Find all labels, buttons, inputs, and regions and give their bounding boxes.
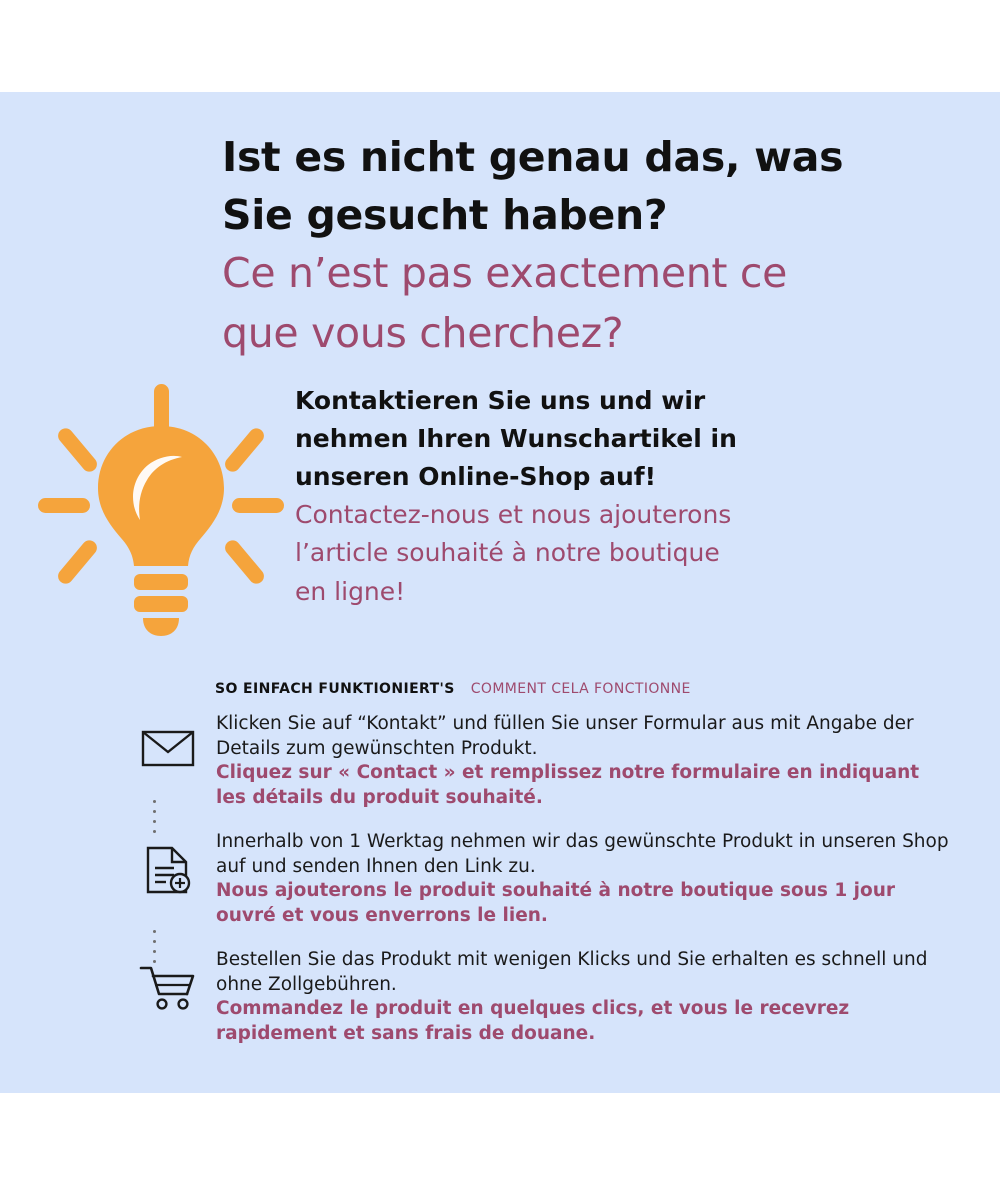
intro-block: [295, 382, 915, 611]
step-fr-1: Cliquez sur « Contact » et remplissez notre formulaire en indiquant les détails du produit souhaité.: [216, 762, 920, 808]
step-text-3: [216, 946, 950, 1046]
step-text-1: [216, 710, 950, 810]
connector-dots-2: [152, 930, 156, 963]
step-icon-1: [120, 710, 216, 768]
step-icon-2: [120, 828, 216, 894]
intro-fr-line2: l’article souhaité à notre boutique: [295, 538, 720, 568]
howto-heading: [215, 681, 691, 697]
envelope-icon: [141, 728, 195, 768]
howto-heading-de: SO EINFACH FUNKTIONIERT'S: [215, 681, 455, 697]
connector-dots-1: [152, 800, 156, 833]
list-item: [120, 828, 950, 946]
step-de-1: Klicken Sie auf “Kontakt” und füllen Sie unser Formular aus mit Angabe der Details zum gewünschten Produkt.: [216, 713, 914, 759]
step-text-2: [216, 828, 950, 928]
headline-de-line1: Ist es nicht genau das, was: [222, 133, 844, 181]
lightbulb-illustration: [36, 378, 286, 648]
step-icon-3: [120, 946, 216, 1010]
steps-list: [120, 710, 950, 1064]
intro-de-line2: nehmen Ihren Wunschartikel in: [295, 424, 737, 453]
howto-heading-fr: COMMENT CELA FONCTIONNE: [470, 681, 691, 697]
headline-fr-line2: que vous cherchez?: [222, 308, 624, 357]
list-item: [120, 710, 950, 828]
intro-de-line3: unseren Online-Shop auf!: [295, 462, 657, 491]
document-add-icon: [142, 846, 194, 894]
step-fr-3: Commandez le produit en quelques clics, et vous le recevrez rapidement et sans frais de douane.: [216, 998, 850, 1044]
intro-de-line1: Kontaktieren Sie uns und wir: [295, 386, 706, 415]
headline-de-line2: Sie gesucht haben?: [222, 191, 668, 240]
lightbulb-icon: [36, 378, 286, 648]
headline-block: [222, 128, 942, 363]
step-de-2: Innerhalb von 1 Werktag nehmen wir das gewünschte Produkt in unseren Shop auf und senden Ihnen den Link zu.: [216, 831, 949, 877]
intro-fr-line3: en ligne!: [295, 576, 406, 606]
intro-fr-line1: Contactez-nous et nous ajouterons: [295, 500, 732, 529]
step-de-3: Bestellen Sie das Produkt mit wenigen Klicks und Sie erhalten es schnell und ohne Zollgebühren.: [216, 949, 928, 995]
shopping-cart-icon: [139, 964, 197, 1010]
headline-fr-line1: Ce n’est pas exactement ce: [222, 249, 788, 298]
step-fr-2: Nous ajouterons le produit souhaité à notre boutique sous 1 jour ouvré et vous enverrons le lien.: [216, 880, 895, 926]
list-item: [120, 946, 950, 1064]
